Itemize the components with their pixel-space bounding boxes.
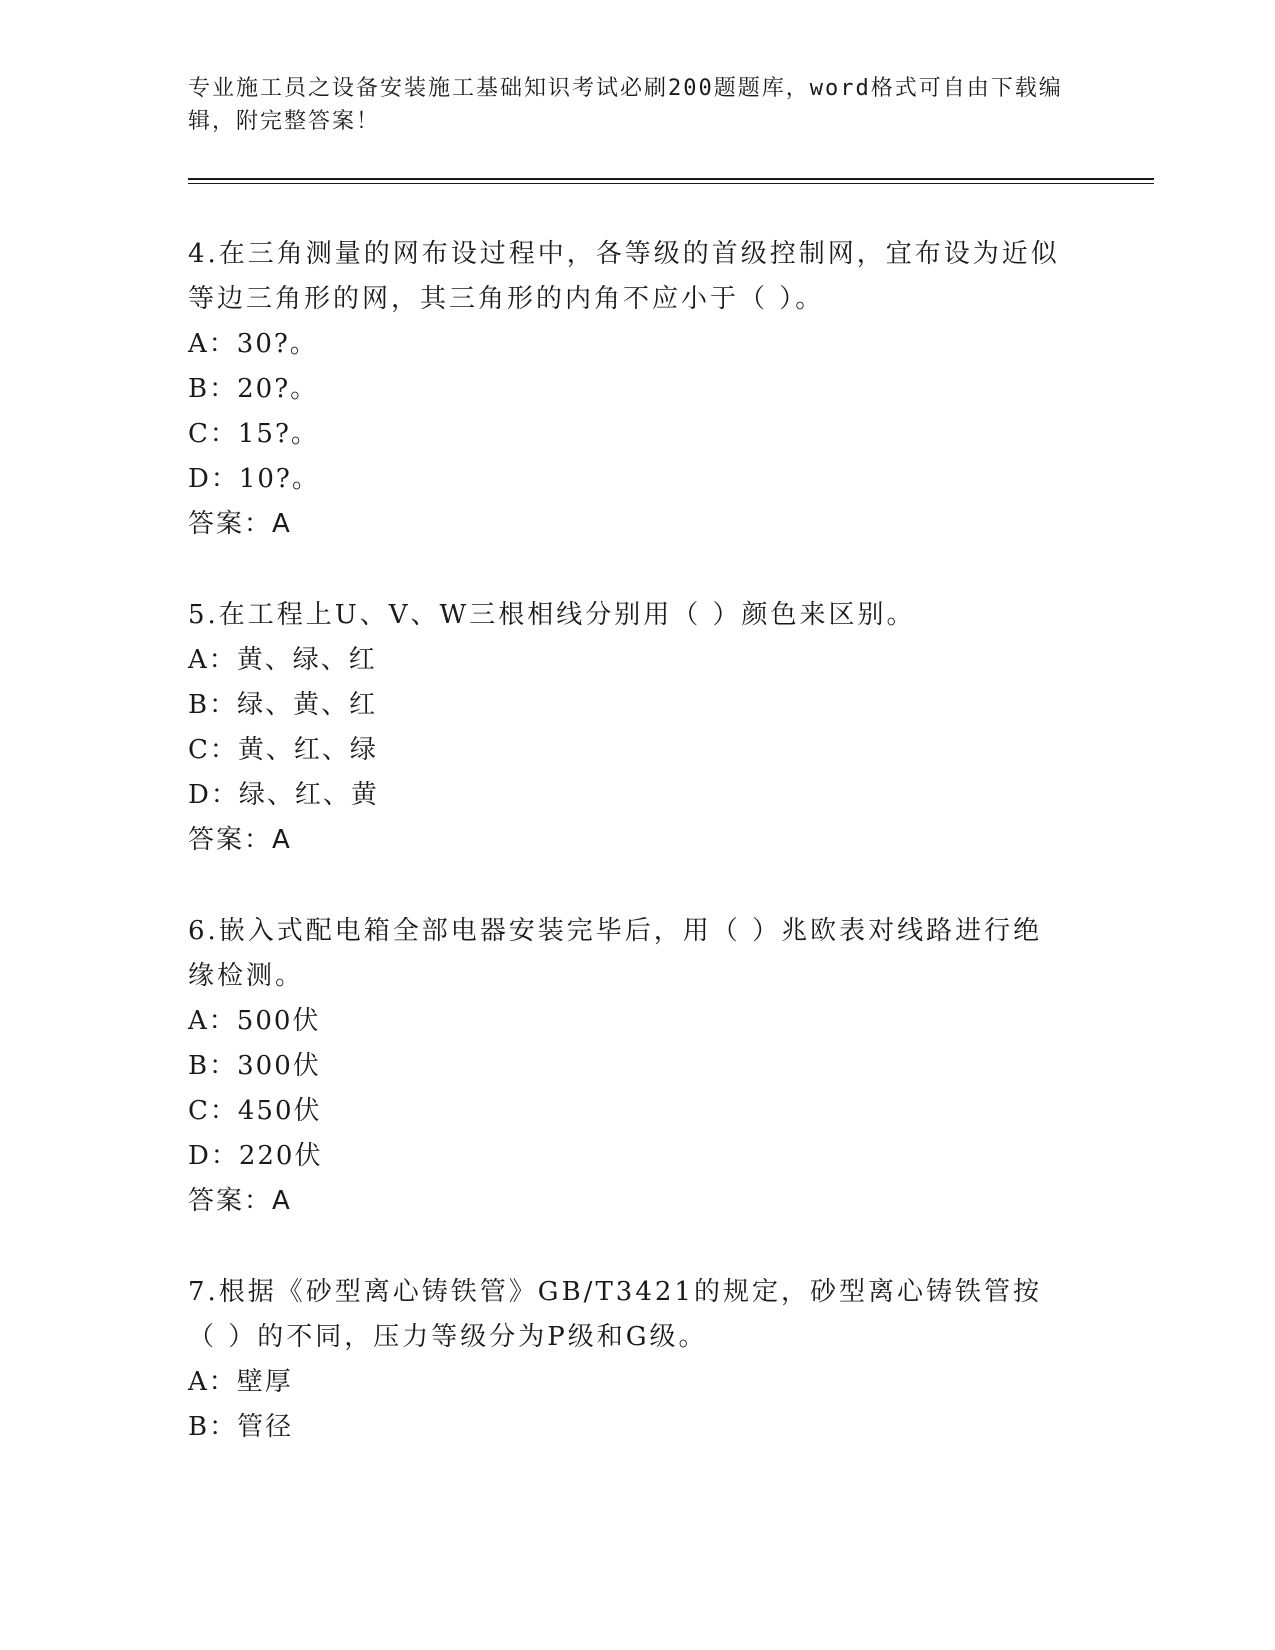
question-text: 6.嵌入式配电箱全部电器安装完毕后，用（ ）兆欧表对线路进行绝缘检测。	[188, 916, 1043, 991]
option-a: A：壁厚	[188, 1367, 293, 1397]
option-b: B：绿、黄、红	[188, 690, 378, 720]
question-text: 7.根据《砂型离心铸铁管》GB/T3421的规定，砂型离心铸铁管按（ ）的不同，压力等级分为P级和G级。	[188, 1277, 1042, 1352]
question-item	[188, 909, 1154, 1224]
option-b: B：管径	[188, 1412, 294, 1442]
option-c: C：15?。	[188, 419, 319, 449]
question-item	[188, 593, 1154, 863]
option-a: A：黄、绿、红	[188, 645, 377, 675]
option-a: A：30?。	[188, 329, 318, 359]
question-text: 5.在工程上U、V、W三根相线分别用（ ）颜色来区别。	[188, 600, 916, 630]
option-d: D：220伏	[188, 1141, 323, 1171]
option-b: B：300伏	[188, 1051, 321, 1081]
header-divider-thick	[188, 178, 1154, 180]
option-d: D：10?。	[188, 464, 320, 494]
question-text: 4.在三角测量的网布设过程中，各等级的首级控制网，宜布设为近似等边三角形的网，其三角形的内角不应小于（ ）。	[188, 239, 1060, 314]
question-item	[188, 232, 1154, 547]
answer-line: 答案：A	[188, 1186, 292, 1216]
option-a: A：500伏	[188, 1006, 321, 1036]
option-d: D：绿、红、黄	[188, 780, 379, 810]
question-item	[188, 1270, 1154, 1450]
answer-line: 答案：A	[188, 509, 292, 539]
option-c: C：黄、红、绿	[188, 735, 378, 765]
option-c: C：450伏	[188, 1096, 322, 1126]
header-divider-thin	[188, 183, 1154, 184]
answer-line: 答案：A	[188, 825, 292, 855]
question-list	[188, 232, 1154, 1496]
option-b: B：20?。	[188, 374, 319, 404]
document-header: 专业施工员之设备安装施工基础知识考试必刷200题题库，word格式可自由下载编辑，附完整答案！	[188, 76, 1063, 134]
